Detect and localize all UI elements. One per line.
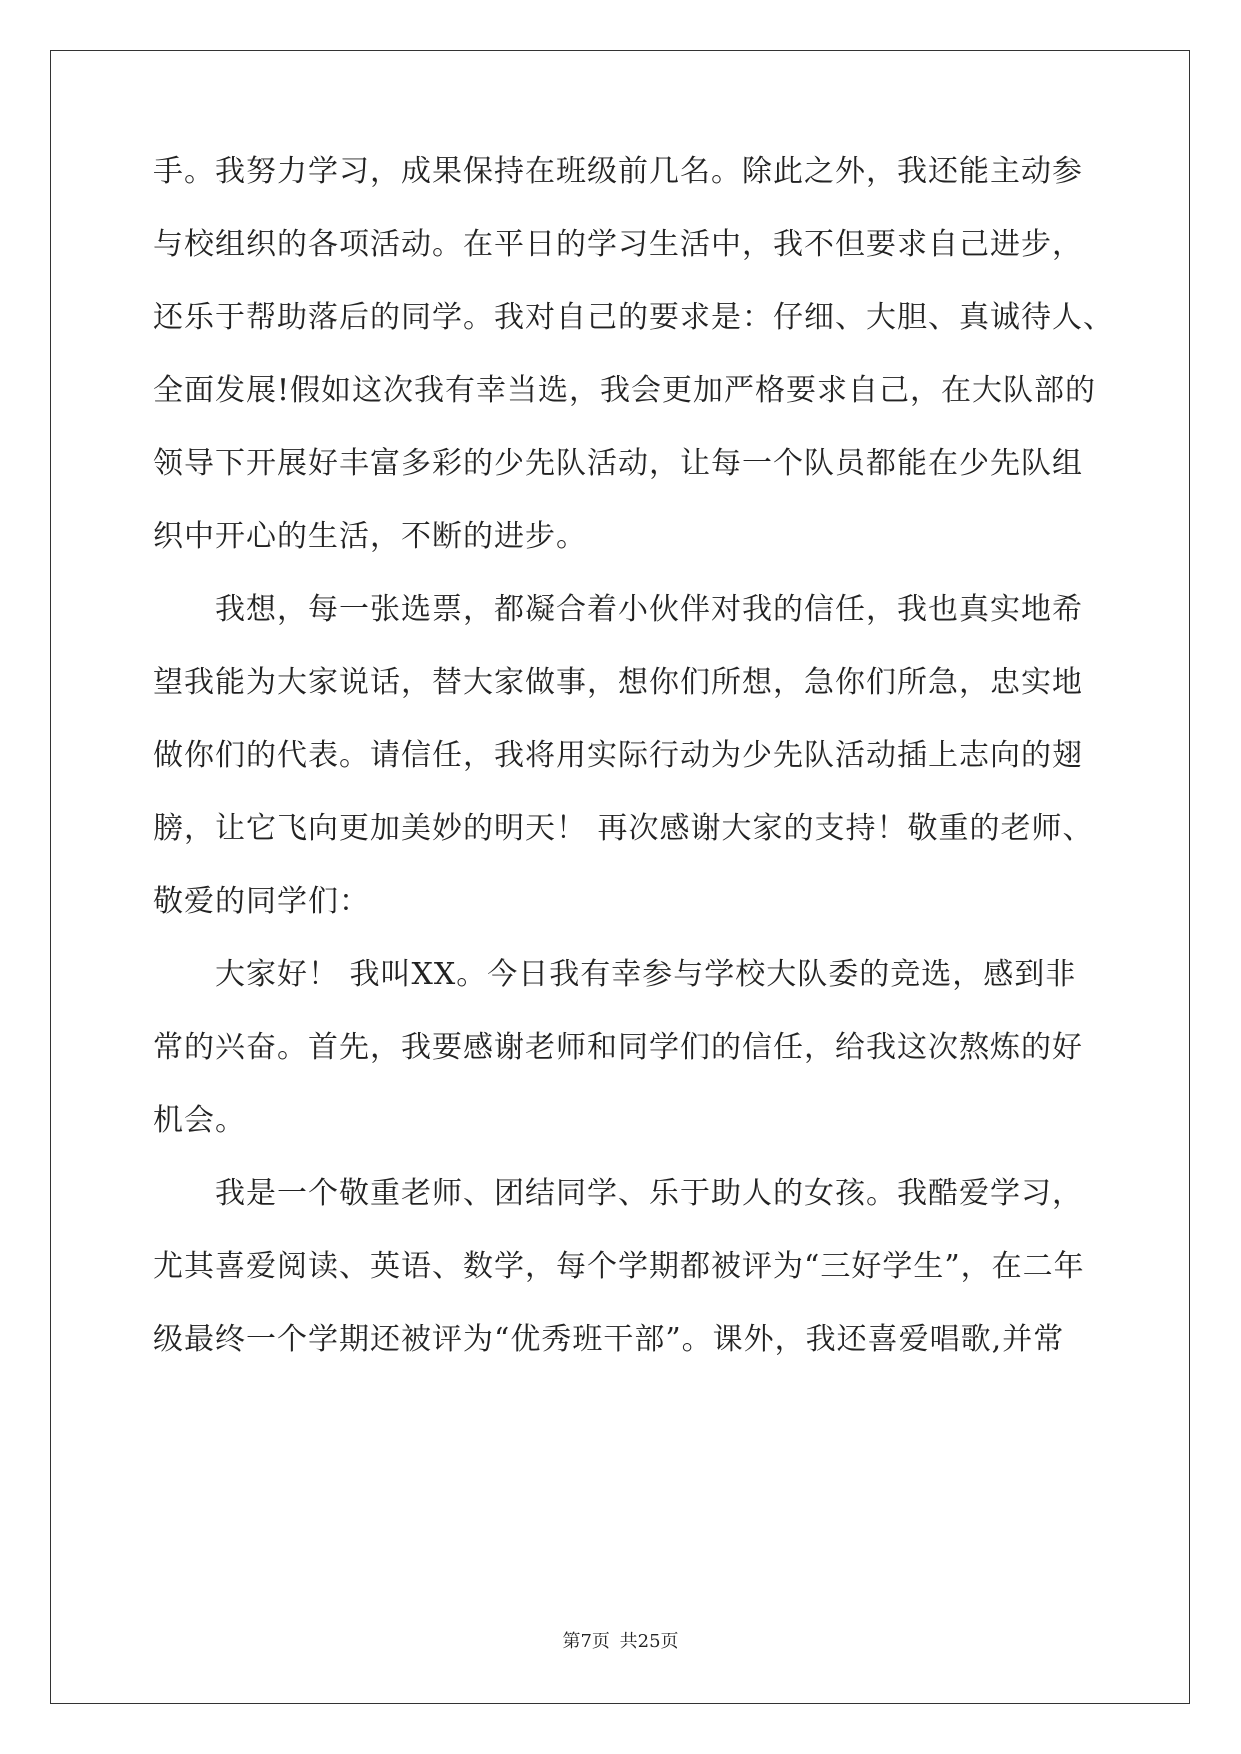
- text-line: 大家好！ 我叫XX。今日我有幸参与学校大队委的竞选，感到非: [215, 957, 1077, 992]
- text-line: 机会。: [153, 1103, 246, 1138]
- text-line: 领导下开展好丰富多彩的少先队活动，让每一个队员都能在少先队组: [153, 446, 1083, 481]
- page-footer: [0, 1630, 1241, 1654]
- text-line: 织中开心的生活，不断的进步。: [153, 519, 587, 554]
- text-line: 敬爱的同学们：: [153, 884, 370, 919]
- text-line: 尤其喜爱阅读、英语、数学，每个学期都被评为“三好学生”，在二年: [153, 1249, 1085, 1284]
- text-line: 我是一个敬重老师、团结同学、乐于助人的女孩。我酷爱学习，: [215, 1176, 1083, 1211]
- text-line: 做你们的代表。请信任，我将用实际行动为少先队活动插上志向的翅: [153, 738, 1083, 773]
- text-line: 全面发展!假如这次我有幸当选，我会更加严格要求自己，在大队部的: [153, 373, 1097, 408]
- text-line: 我想，每一张选票，都凝合着小伙伴对我的信任，我也真实地希: [215, 592, 1083, 627]
- text-line: 还乐于帮助落后的同学。我对自己的要求是：仔细、大胆、真诚待人、: [153, 300, 1114, 335]
- text-line: 手。我努力学习，成果保持在班级前几名。除此之外，我还能主动参: [153, 154, 1083, 189]
- total-pages: 共25页: [619, 1631, 679, 1652]
- page-number: 第7页: [562, 1631, 610, 1652]
- text-line: 望我能为大家说话，替大家做事，想你们所想，急你们所急，忠实地: [153, 665, 1083, 700]
- text-line: 膀，让它飞向更加美妙的明天！ 再次感谢大家的支持！敬重的老师、: [153, 811, 1094, 846]
- text-line: 常的兴奋。首先，我要感谢老师和同学们的信任，给我这次熬炼的好: [153, 1030, 1083, 1065]
- text-line: 级最终一个学期还被评为“优秀班干部”。课外，我还喜爱唱歌,并常: [153, 1322, 1065, 1357]
- text-line: 与校组织的各项活动。在平日的学习生活中，我不但要求自己进步，: [153, 227, 1083, 262]
